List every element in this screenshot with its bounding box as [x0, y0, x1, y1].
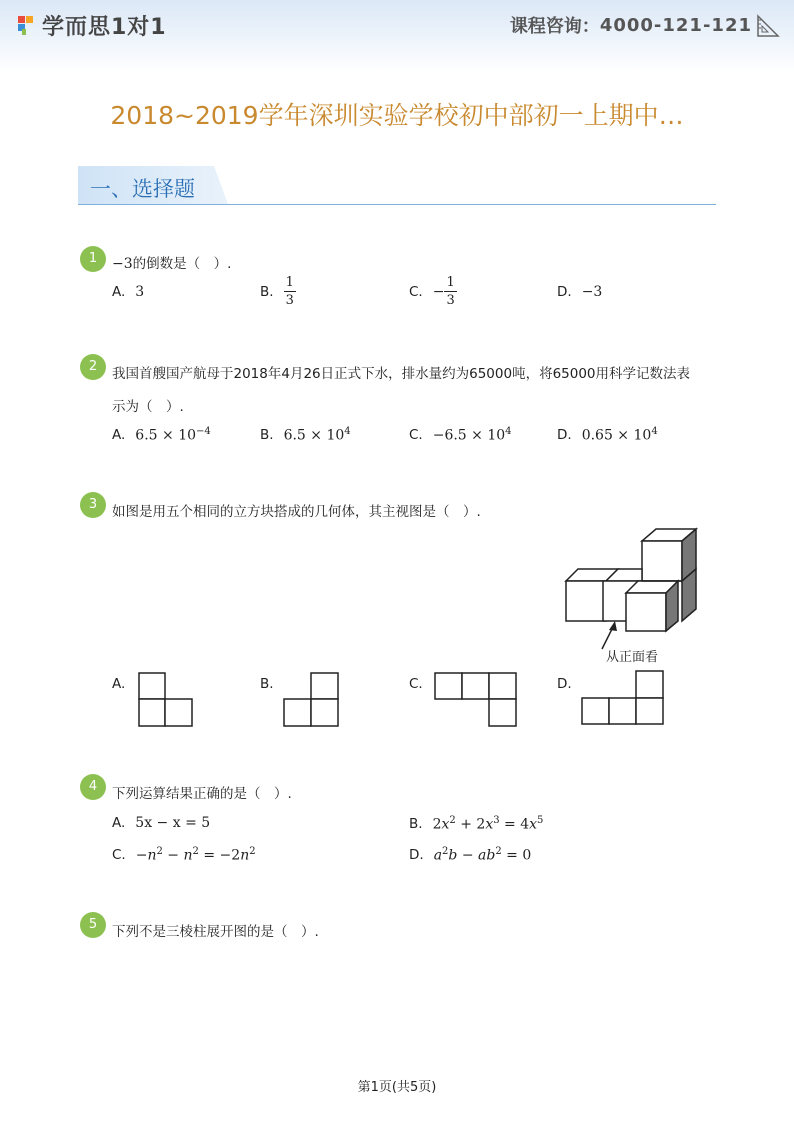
q1-option-a[interactable]: A. 3	[112, 284, 145, 300]
hotline-number: 4000-121-121	[599, 14, 752, 36]
question-4-stem: 下列运算结果正确的是（ ）.	[112, 786, 292, 802]
question-2-stem-line1: 我国首艘国产航母于2018年4月26日正式下水，排水量约为65000吨，将65000用科学记数法表	[112, 366, 691, 382]
q3-option-b-label[interactable]: B.	[260, 676, 274, 692]
question-number-badge: 5	[80, 912, 106, 938]
fraction: $\frac{1}{3}$	[446, 275, 455, 308]
question-number-badge: 4	[80, 774, 106, 800]
q4-option-c[interactable]: C. $-n^2 - n^2 = -2n^2$	[112, 846, 256, 864]
page-footer: 第1页(共5页)	[357, 1080, 437, 1095]
figure-caption: 从正面看	[606, 650, 659, 665]
document-title: 2018~2019学年深圳实验学校初中部初一上期中…	[110, 101, 684, 130]
q3-option-d-label[interactable]: D.	[557, 676, 572, 692]
q3-option-c-view[interactable]	[434, 672, 518, 728]
hotline	[510, 12, 780, 38]
q2-option-b[interactable]: B. $6.5 \times 10^4$	[260, 426, 351, 444]
q3-option-b-view[interactable]	[282, 672, 340, 728]
q2-option-a[interactable]: A. $6.5 \times 10^{-4}$	[112, 426, 211, 444]
question-number-badge: 2	[80, 354, 106, 380]
q3-option-c-label[interactable]: C.	[409, 676, 423, 692]
question-number-badge: 1	[80, 246, 106, 272]
question-3-stem: 如图是用五个相同的立方块搭成的几何体，其主视图是（ ）.	[112, 504, 481, 520]
section-title: 一、选择题	[90, 177, 195, 201]
q4-option-a[interactable]: A. 5x − x = 5	[112, 815, 211, 831]
hotline-label: 课程咨询：	[509, 16, 600, 37]
q2-option-c[interactable]: C. $-6.5 \times 10^4$	[409, 426, 512, 444]
q3-option-a-view[interactable]	[138, 672, 194, 728]
cube-stack-figure	[560, 525, 710, 665]
q2-option-d[interactable]: D. $0.65 \times 10^4$	[557, 426, 658, 444]
q1-option-c[interactable]: C. − $\frac{1}{3}$	[409, 275, 455, 308]
q1-option-d[interactable]: D. −3	[557, 284, 603, 300]
question-1-stem: −3的倒数是（ ）.	[112, 256, 232, 272]
section-divider	[78, 204, 716, 205]
question-number-badge: 3	[80, 492, 106, 518]
brand-logo-icon	[16, 14, 36, 36]
ruler-triangle-icon	[756, 12, 780, 38]
q4-option-d[interactable]: D. $a^2b - ab^2 = 0$	[409, 846, 532, 864]
brand-name: 学而思1对1	[42, 14, 167, 40]
fraction: $\frac{1}{3}$	[285, 275, 294, 308]
q3-option-a-label[interactable]: A.	[112, 676, 126, 692]
question-5-stem: 下列不是三棱柱展开图的是（ ）.	[112, 924, 319, 940]
q1-option-b[interactable]: B. $\frac{1}{3}$	[260, 275, 294, 308]
brand-logo[interactable]	[16, 8, 167, 42]
q3-option-d-view[interactable]	[581, 670, 665, 726]
q4-option-b[interactable]: B. $2x^2 + 2x^3 = 4x^5$	[409, 815, 544, 833]
question-2-stem-line2: 示为（ ）.	[112, 399, 184, 415]
